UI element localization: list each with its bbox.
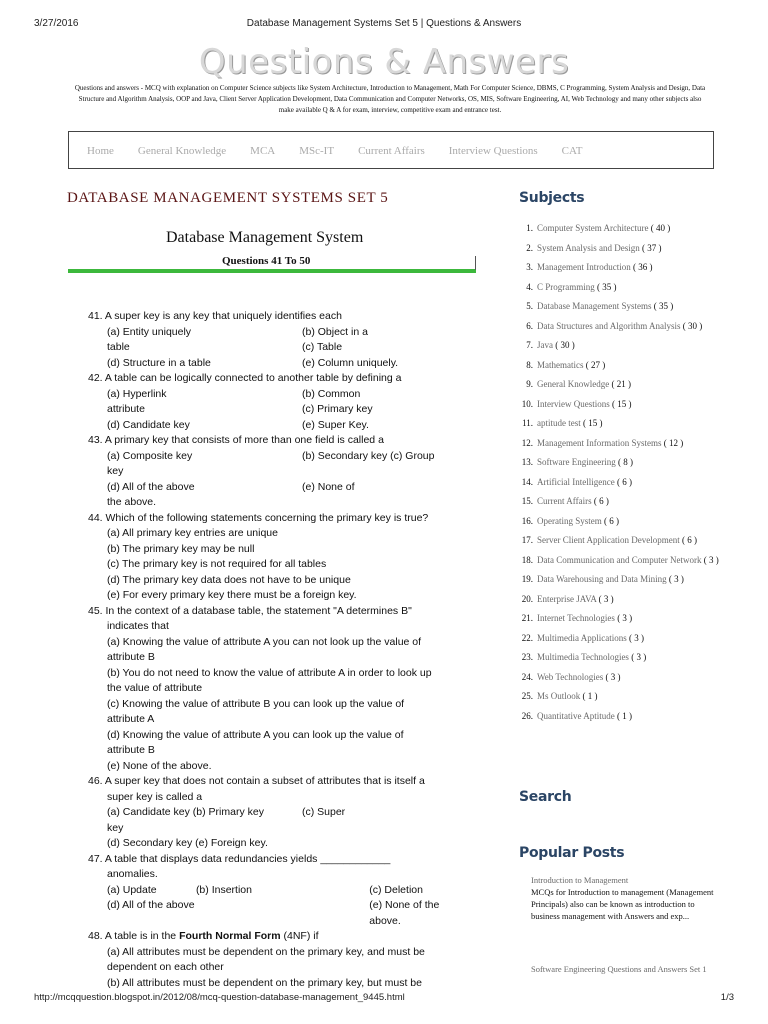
answer-option: (a) All primary key entries are unique xyxy=(107,527,278,539)
subject-link[interactable]: Server Client Application Development xyxy=(537,535,680,545)
subjects-title: Subjects xyxy=(519,190,585,206)
answer-option: (c) Super xyxy=(302,806,346,818)
answer-option: (e) Super Key. xyxy=(302,418,369,431)
subject-count: ( 30 ) xyxy=(682,320,703,331)
print-url: http://mcqquestion.blogspot.in/2012/08/mcq-question-database-management_9445.html xyxy=(34,992,405,1003)
site-title[interactable]: Questions & Answers xyxy=(198,42,570,82)
subject-link[interactable]: Interview Questions xyxy=(537,398,610,409)
answer-option: indicates that xyxy=(107,620,169,632)
subject-number: 13. xyxy=(521,457,533,467)
answer-option: the value of attribute xyxy=(107,682,203,694)
subject-link[interactable]: Web Technologies xyxy=(537,671,604,682)
subject-number: 10. xyxy=(521,398,533,409)
subject-link[interactable]: System Analysis and Design xyxy=(537,242,640,253)
answer-option: (c) Deletion xyxy=(369,883,423,896)
answer-option: (d) Knowing the value of attribute A you can look up the value of xyxy=(107,728,404,741)
nav-bar xyxy=(68,131,714,169)
popular-post-link[interactable]: Software Engineering Questions and Answers Set 1 xyxy=(531,964,707,974)
questions-list xyxy=(88,309,460,991)
question-text: 44. Which of the following statements concerning the primary key is true? xyxy=(88,511,429,524)
question-range: Questions 41 To 50 xyxy=(222,255,311,267)
subject-link[interactable]: C Programming xyxy=(537,281,595,292)
subject-count: ( 15 ) xyxy=(611,398,632,409)
answer-option: (e) None of the above. xyxy=(369,899,440,927)
subject-item xyxy=(519,651,719,663)
subject-item xyxy=(519,300,719,312)
answer-option: (b) Insertion xyxy=(195,883,252,896)
subject-item xyxy=(519,378,719,390)
answer-row xyxy=(88,495,460,511)
subject-count: ( 30 ) xyxy=(555,340,575,350)
subjects-list xyxy=(519,222,719,729)
subject-link[interactable]: Database Management Systems xyxy=(537,301,652,311)
answer-option: (c) Knowing the value of attribute B you can look up the value of xyxy=(107,697,405,710)
subject-count: ( 3 ) xyxy=(703,554,719,565)
subject-number: 6. xyxy=(526,320,533,331)
answer-option: attribute B xyxy=(107,744,155,756)
subject-count: ( 27 ) xyxy=(585,359,606,370)
subject-number: 17. xyxy=(521,535,533,545)
popular-posts-title: Popular Posts xyxy=(519,845,625,861)
subject-number: 11. xyxy=(522,418,533,428)
question-text xyxy=(88,929,460,945)
answer-option: the above. xyxy=(107,496,157,508)
question-block xyxy=(88,929,460,991)
subject-count: ( 35 ) xyxy=(597,281,617,292)
answer-option: key xyxy=(107,465,124,477)
subject-number: 12. xyxy=(521,437,533,448)
subject-number: 5. xyxy=(526,301,533,311)
subject-number: 21. xyxy=(521,613,533,623)
answer-row xyxy=(88,402,460,418)
subject-item xyxy=(519,671,719,683)
question-text: 47. A table that displays data redundancies yields ____________ xyxy=(88,852,391,865)
subject-count: ( 15 ) xyxy=(583,418,603,428)
answer-option: (d) Candidate key xyxy=(107,418,190,431)
answer-option: super key is called a xyxy=(107,790,203,803)
answer-option: (e) Column uniquely. xyxy=(302,356,399,369)
subject-number: 15. xyxy=(521,496,533,506)
subject-item xyxy=(519,320,719,332)
subject-number: 7. xyxy=(526,340,533,350)
question-text: 43. A primary key that consists of more than one field is called a xyxy=(88,434,384,446)
subject-link[interactable]: Enterprise JAVA xyxy=(537,593,597,604)
subject-link[interactable]: Ms Outlook xyxy=(537,691,581,701)
subject-item xyxy=(519,261,719,273)
answer-option: attribute xyxy=(107,403,145,415)
subject-link[interactable]: Multimedia Technologies xyxy=(537,652,629,662)
subject-number: 22. xyxy=(521,632,533,643)
subject-number: 1. xyxy=(526,223,533,233)
question-block xyxy=(88,852,460,930)
answer-row xyxy=(88,898,460,929)
subject-link[interactable]: Java xyxy=(537,340,553,350)
answer-row xyxy=(88,449,460,465)
subject-count: ( 3 ) xyxy=(668,574,684,584)
subject-number: 8. xyxy=(526,359,533,370)
subject-number: 23. xyxy=(521,652,533,662)
subject-count: ( 1 ) xyxy=(617,710,632,721)
answer-option: (e) None of xyxy=(302,480,355,493)
subject-item xyxy=(519,515,719,527)
question-block xyxy=(88,774,460,852)
answer-row xyxy=(88,356,460,372)
answer-option: (b) The primary key may be null xyxy=(107,542,255,555)
answer-option: (e) None of the above. xyxy=(107,759,212,772)
answer-option: (c) The primary key is not required for all tables xyxy=(107,558,327,570)
answer-row xyxy=(88,836,460,852)
answer-row xyxy=(88,325,460,341)
subject-link[interactable]: Operating System xyxy=(537,515,602,526)
subject-number: 26. xyxy=(521,710,533,721)
answer-option: (d) The primary key data does not have to be unique xyxy=(107,573,351,586)
nav-item[interactable]: Current Affairs xyxy=(358,145,425,157)
subject-count: ( 12 ) xyxy=(663,437,684,448)
answer-option: dependent on each other xyxy=(107,961,224,973)
subject-link[interactable]: Management Information Systems xyxy=(537,437,662,448)
nav-item[interactable]: MSc-IT xyxy=(299,145,335,157)
question-text: 41. A super key is any key that uniquely identifies each xyxy=(88,310,342,322)
subject-link[interactable]: Internet Technologies xyxy=(537,613,615,623)
answer-option: (b) All attributes must be dependent on the primary key, but must be xyxy=(107,976,422,989)
subject-link[interactable]: Mathematics xyxy=(537,359,584,370)
subject-item xyxy=(519,476,719,488)
subject-link[interactable]: Computer System Architecture xyxy=(537,223,649,233)
subject-item xyxy=(519,690,719,702)
subject-number: 18. xyxy=(521,554,533,565)
answer-option: (a) All attributes must be dependent on the primary key, and must be xyxy=(107,945,425,958)
answer-row xyxy=(88,821,460,837)
subject-count: ( 3 ) xyxy=(629,632,644,643)
subject-link[interactable]: Data Warehousing and Data Mining xyxy=(537,574,667,584)
search-title: Search xyxy=(519,789,572,805)
subject-count: ( 40 ) xyxy=(650,223,671,233)
subject-count: ( 6 ) xyxy=(616,476,632,487)
nav-item[interactable]: General Knowledge xyxy=(137,145,227,157)
subject-item xyxy=(519,456,719,468)
answer-option: (d) Structure in a table xyxy=(107,356,211,369)
answer-option: (a) Composite key xyxy=(107,449,193,462)
answer-row xyxy=(88,418,460,434)
site-description: Questions and answers - MCQ with explanation on Computer Science subjects like System Architecture, Introduction to Management, Math For Computer Science, DBMS, C Programming, System Analysis and Design, Data Structure and Algorithm Analysis, OOP and Java, Client Server Application Development, Data Communication and Computer Networks, OS, MIS, Software Engineering, AI, Web Technology and many other subjects also make available Q & A for exam, interview, competitive exam and entrance test. xyxy=(74,84,706,114)
subject-link[interactable]: Data Structures and Algorithm Analysis xyxy=(537,320,681,331)
subject-count: ( 3 ) xyxy=(617,613,633,623)
subject-count: ( 8 ) xyxy=(617,457,633,467)
subject-count: ( 35 ) xyxy=(653,301,674,311)
answer-option: key xyxy=(107,821,124,834)
answer-row xyxy=(88,387,460,403)
subject-count: ( 3 ) xyxy=(598,593,614,604)
subject-item xyxy=(519,437,719,449)
subject-number: 16. xyxy=(521,515,533,526)
question-text-part: 48. A table is in the xyxy=(88,930,180,942)
subject-number: 20. xyxy=(521,593,533,604)
answer-row xyxy=(88,464,460,480)
subject-number: 3. xyxy=(526,262,533,272)
subject-count: ( 36 ) xyxy=(632,262,653,272)
answer-option: attribute B xyxy=(107,651,155,663)
answer-option: (a) Update xyxy=(107,883,157,896)
answer-option: table xyxy=(107,341,130,353)
answer-option: (e) For every primary key there must be a foreign key. xyxy=(107,589,357,601)
subject-count: ( 37 ) xyxy=(642,242,662,253)
subject-count: ( 3 ) xyxy=(631,652,647,662)
subject-number: 19. xyxy=(521,574,533,584)
answer-option: (b) You do not need to know the value of attribute A in order to look up xyxy=(107,666,432,679)
subject-number: 2. xyxy=(526,242,533,253)
subject-item xyxy=(519,359,719,371)
answer-option xyxy=(196,898,369,929)
subject-count: ( 6 ) xyxy=(681,535,697,545)
question-text-part: (4NF) if xyxy=(280,930,319,942)
answer-row xyxy=(88,340,460,356)
answer-option: (a) Hyperlink xyxy=(107,387,167,400)
subject-link[interactable]: Software Engineering xyxy=(537,457,616,467)
subject-item xyxy=(519,281,719,293)
answer-option: (c) Primary key xyxy=(302,403,373,415)
nav-item[interactable]: Home xyxy=(87,145,114,157)
green-divider xyxy=(68,269,476,273)
answer-option: (b) Secondary key (c) Group xyxy=(302,449,435,462)
divider-tick xyxy=(475,256,476,270)
subject-link[interactable]: Multimedia Applications xyxy=(537,632,627,643)
answer-option: anomalies. xyxy=(107,868,158,880)
subject-count: ( 1 ) xyxy=(582,691,598,701)
subject-item xyxy=(519,593,719,605)
answer-option: (b) Common xyxy=(302,387,361,400)
subject-number: 9. xyxy=(526,379,533,389)
answer-option: attribute A xyxy=(107,713,155,725)
answer-option: (d) All of the above xyxy=(107,899,195,911)
subject-item xyxy=(519,612,719,624)
subject-item xyxy=(519,710,719,722)
nav-item[interactable]: Interview Questions xyxy=(448,145,538,157)
answer-row xyxy=(88,805,460,821)
print-date: 3/27/2016 xyxy=(34,18,79,29)
subject-link[interactable]: Quantitative Aptitude xyxy=(537,710,615,721)
answer-option: (d) All of the above xyxy=(107,480,195,493)
popular-post-link[interactable]: Introduction to Management xyxy=(531,875,629,885)
nav-list xyxy=(87,145,606,157)
page-number: 1/3 xyxy=(720,992,734,1003)
subject-count: ( 6 ) xyxy=(604,515,619,526)
subject-number: 24. xyxy=(521,671,533,682)
subject-item xyxy=(519,222,719,234)
question-block xyxy=(88,511,460,604)
subject-item xyxy=(519,242,719,254)
nav-item[interactable]: CAT xyxy=(561,145,583,157)
subject-item xyxy=(519,339,719,351)
answer-option: (c) Table xyxy=(302,341,343,353)
subject-item xyxy=(519,417,719,429)
question-block xyxy=(88,371,460,433)
subject-count: ( 3 ) xyxy=(605,671,621,682)
subject-number: 25. xyxy=(521,691,533,701)
subject-number: 4. xyxy=(526,281,533,292)
section-heading: Database Management System xyxy=(166,229,364,246)
subject-count: ( 6 ) xyxy=(593,496,609,506)
question-block xyxy=(88,433,460,511)
answer-option: (b) Object in a xyxy=(302,325,368,338)
subject-item xyxy=(519,534,719,546)
question-text: 46. A super key that does not contain a subset of attributes that is itself a xyxy=(88,775,425,787)
answer-option: (a) Knowing the value of attribute A you can not look up the value of xyxy=(107,635,422,648)
popular-post-snippet: MCQs for Introduction to management (Management Principals) also can be known as introduction to business management with Answers and exp... xyxy=(531,887,714,921)
answer-row xyxy=(88,480,460,496)
subject-link[interactable]: Current Affairs xyxy=(537,496,592,506)
subject-count: ( 21 ) xyxy=(611,379,631,389)
subject-item xyxy=(519,495,719,507)
subject-link[interactable]: aptitude test xyxy=(537,418,581,428)
question-block xyxy=(88,309,460,371)
subject-item xyxy=(519,554,719,566)
post-title: DATABASE MANAGEMENT SYSTEMS SET 5 xyxy=(67,190,389,206)
question-text: 42. A table can be logically connected to another table by defining a xyxy=(88,372,402,384)
subject-item xyxy=(519,398,719,410)
answer-row xyxy=(88,883,460,899)
question-block xyxy=(88,604,460,775)
answer-option: (a) Entity uniquely xyxy=(107,325,192,338)
subject-link[interactable]: Artificial Intelligence xyxy=(537,476,615,487)
popular-post xyxy=(531,874,716,922)
sidebar xyxy=(519,190,719,974)
question-term: Fourth Normal Form xyxy=(179,930,281,942)
subject-link[interactable]: Management Introduction xyxy=(537,262,631,272)
question-text: 45. In the context of a database table, the statement "A determines B" xyxy=(88,604,412,617)
subject-item xyxy=(519,632,719,644)
subject-item xyxy=(519,573,719,585)
answer-option: (d) Secondary key (e) Foreign key. xyxy=(107,837,268,849)
nav-item[interactable]: MCA xyxy=(250,145,276,157)
answer-option: (a) Candidate key (b) Primary key xyxy=(107,806,264,818)
print-title: Database Management Systems Set 5 | Questions & Answers xyxy=(246,18,522,29)
subject-number: 14. xyxy=(521,476,533,487)
subject-link[interactable]: General Knowledge xyxy=(537,379,610,389)
subject-link[interactable]: Data Communication and Computer Network xyxy=(537,554,702,565)
